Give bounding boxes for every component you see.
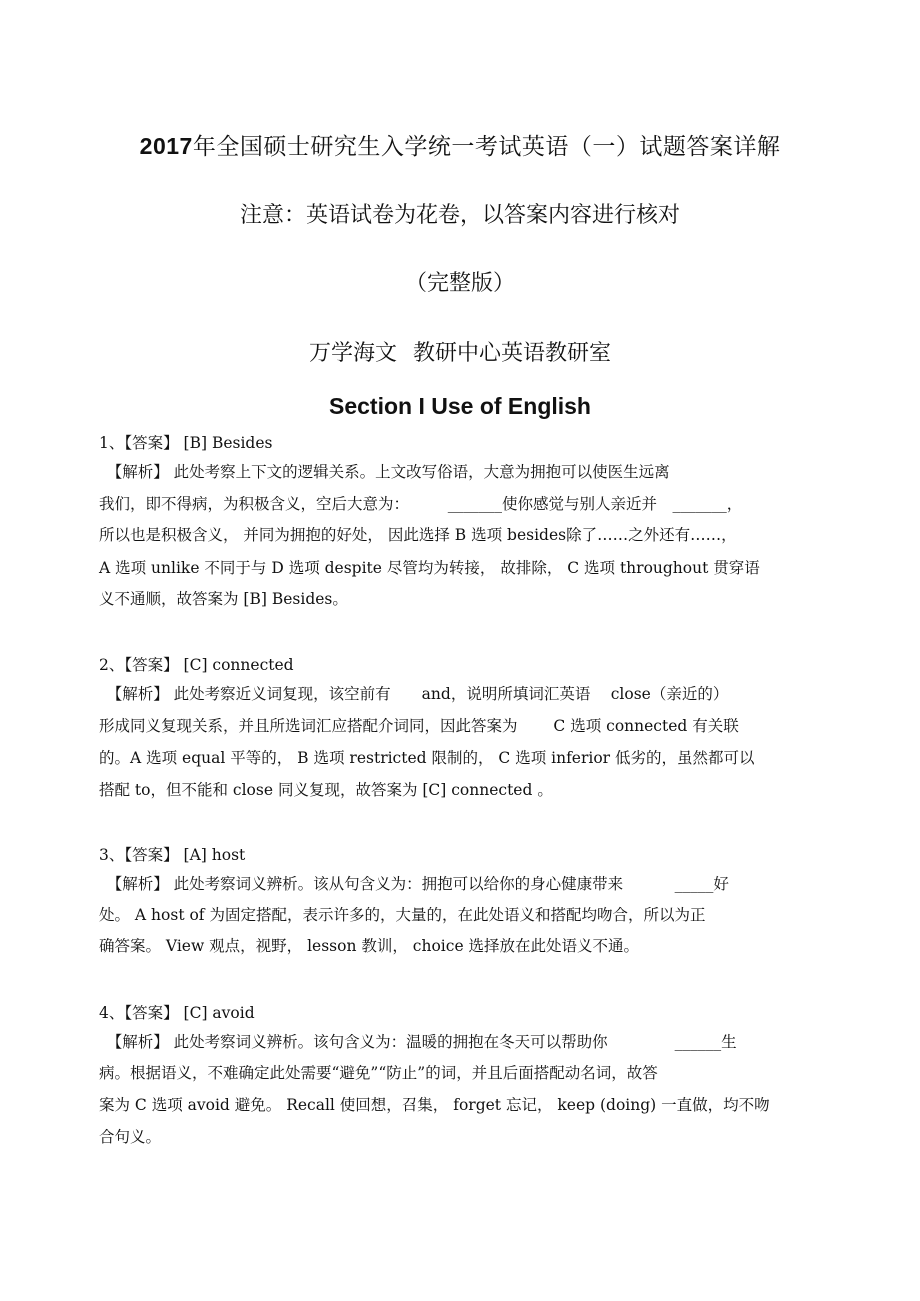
notice-line: 注意：英语试卷为花卷，以答案内容进行核对 [239,203,680,228]
title-year: 2017 [139,133,193,159]
answer-line: 3、【答案】 [A] host [99,846,246,864]
explanation-line: 所以也是积极含义， 并同为拥抱的好处， 因此选择 B 选项 besides除了……之外还有……， [99,526,737,544]
title-text: 年全国硕士研究生入学统一考试英语（一）试题答案详解 [192,134,781,160]
explanation-line: 搭配 to，但不能和 close 同义复现，故答案为 [C] connected 。 [99,781,553,799]
explanation-line: 形成同义复现关系，并且所选词汇应搭配介词同，因此答案为 C 选项 connected 有关联 [99,717,739,735]
explanation-line: 处。 A host of 为固定搭配，表示许多的，大量的，在此处语义和搭配均吻合，所以为正 [99,906,706,924]
answer-line: 4、【答案】 [C] avoid [99,1004,255,1022]
organization-name: 万学海文 [308,341,397,366]
explanation-line: 【解析】 此处考察近义词复现，该空前有 and，说明所填词汇英语 close（亲近的） [99,685,729,703]
explanation-line: 【解析】 此处考察词义辨析。该句含义为：温暖的拥抱在冬天可以帮助你 ______生 [99,1033,737,1051]
organization-line [0,336,920,367]
answer-line: 2、【答案】 [C] connected [99,656,294,674]
explanation-line: A 选项 unlike 不同于与 D 选项 despite 尽管均为转接， 故排除， C 选项 throughout 贯穿语 [99,559,760,577]
explanation-line: 义不通顺，故答案为 [B] Besides。 [99,590,348,608]
explanation-line: 我们，即不得病，为积极含义，空后大意为： _______使你感觉与别人亲近并 _______， [99,495,743,513]
explanation-line: 的。A 选项 equal 平等的， B 选项 restricted 限制的， C 选项 inferior 低劣的，虽然都可以 [99,749,755,767]
explanation-line: 病。根据语义，不难确定此处需要“避免”“防止”的词，并且后面搭配动名词，故答 [99,1064,658,1082]
answer-line: 1、【答案】 [B] Besides [99,434,273,452]
explanation-line: 案为 C 选项 avoid 避免。 Recall 使回想，召集， forget 忘记， keep (doing) 一直做，均不吻 [99,1096,770,1114]
edition-label: （完整版） [404,271,515,296]
explanation-line: 合句义。 [99,1128,162,1146]
section-heading: Section I Use of English [329,393,591,419]
explanation-line: 【解析】 此处考察词义辨析。该从句含义为：拥抱可以给你的身心健康带来 _____好 [99,875,729,893]
department-name: 教研中心英语教研室 [413,341,612,366]
explanation-line: 确答案。 View 观点，视野， lesson 教训， choice 选择放在此处语义不通。 [99,937,640,955]
explanation-line: 【解析】 此处考察上下文的逻辑关系。上文改写俗语，大意为拥抱可以使医生远离 [99,463,670,481]
document-title [0,128,920,161]
